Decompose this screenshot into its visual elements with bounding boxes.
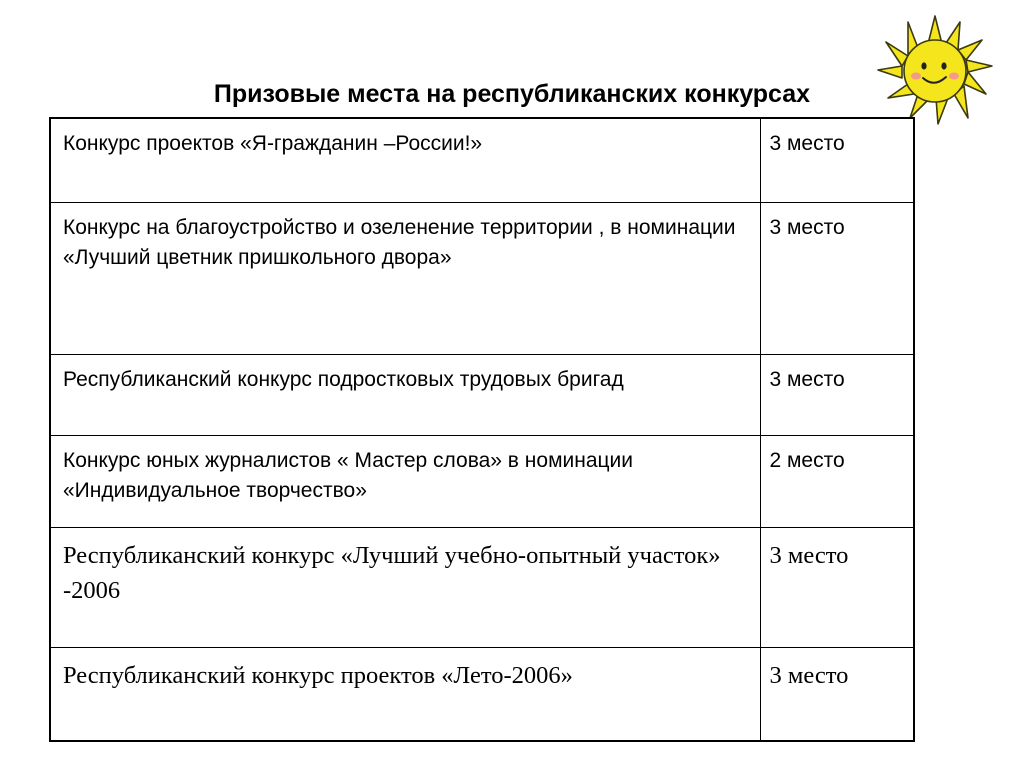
table-row <box>50 354 914 435</box>
place-cell: 3 место <box>761 647 914 741</box>
place-cell: 3 место <box>761 202 914 354</box>
contest-cell: Республиканский конкурс подростковых трудовых бригад <box>50 354 761 435</box>
prizes-table <box>49 117 915 742</box>
page-title: Призовые места на республиканских конкурсах <box>213 80 811 108</box>
table-row <box>50 527 914 647</box>
contest-cell: Конкурс юных журналистов « Мастер слова» в номинации «Индивидуальное творчество» <box>50 435 761 527</box>
smiling-sun-icon <box>876 14 994 126</box>
place-cell: 3 место <box>761 118 914 202</box>
table-row <box>50 202 914 354</box>
contest-cell: Республиканский конкурс проектов «Лето-2006» <box>50 647 761 741</box>
table-row <box>50 435 914 527</box>
table-row <box>50 647 914 741</box>
contest-cell: Республиканский конкурс «Лучший учебно-опытный участок» -2006 <box>50 527 761 647</box>
place-cell: 3 место <box>761 527 914 647</box>
place-cell: 2 место <box>761 435 914 527</box>
table-row <box>50 118 914 202</box>
contest-cell: Конкурс проектов «Я-гражданин –России!» <box>50 118 761 202</box>
place-cell: 3 место <box>761 354 914 435</box>
contest-cell: Конкурс на благоустройство и озеленение территории , в номинации «Лучший цветник пришкольного двора» <box>50 202 761 354</box>
